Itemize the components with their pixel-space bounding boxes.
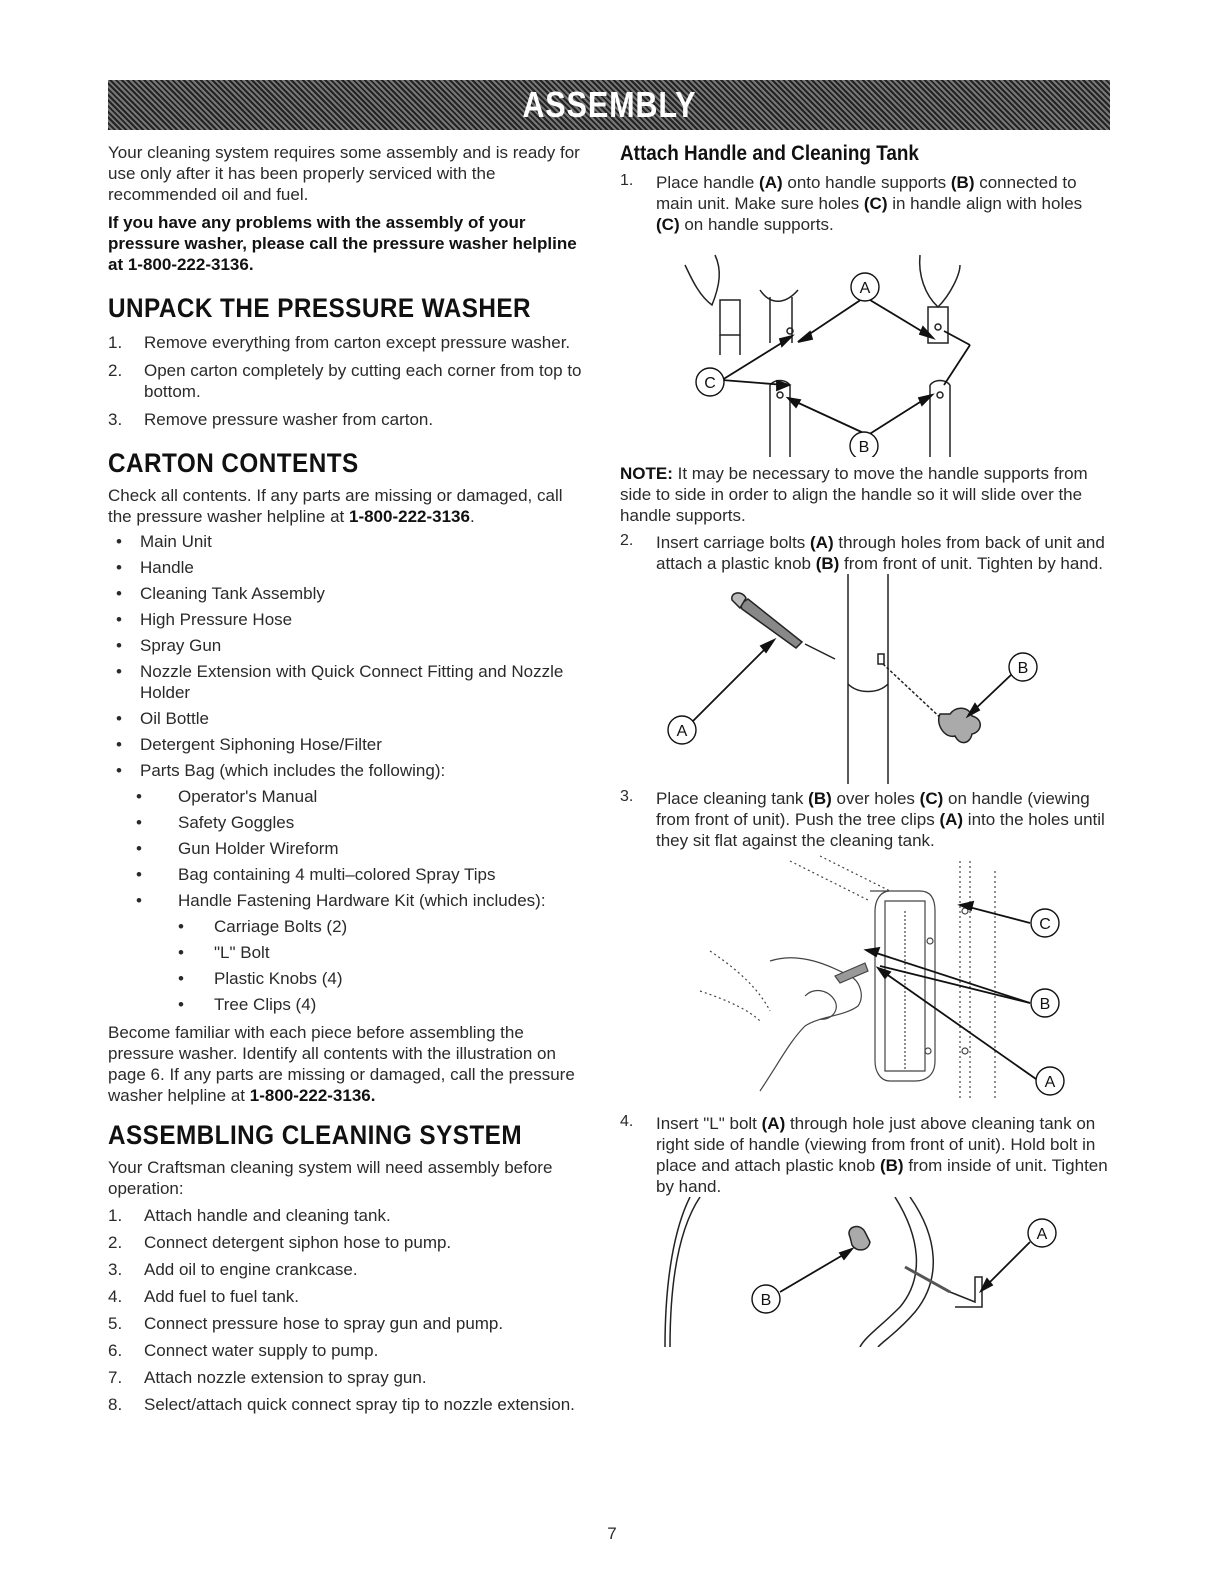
- handle-supports-figure: [620, 235, 1110, 457]
- list-item: • Detergent Siphoning Hose/Filter: [116, 735, 382, 754]
- list-item: • High Pressure Hose: [116, 610, 293, 629]
- list-item: 2. Open carton completely by cutting each corner from top to bottom.: [108, 361, 582, 401]
- list-item: 1. Attach handle and cleaning tank.: [108, 1206, 391, 1225]
- page-number: 7: [607, 1524, 617, 1543]
- cleaning-tank-figure: [620, 851, 1110, 1101]
- list-item: 8. Select/attach quick connect spray tip to nozzle extension.: [108, 1395, 575, 1414]
- list-item: • Main Unit: [116, 532, 212, 551]
- figure-label: C: [1039, 916, 1051, 933]
- list-item: • Spray Gun: [116, 636, 222, 655]
- step-3: 3. Place cleaning tank (B) over holes (C) on handle (viewing from front of unit). Push the tree clips (A) into the holes until they sit flat against the cleaning tank.: [620, 788, 1105, 850]
- figure-label: B: [760, 1292, 772, 1309]
- list-item: • Cleaning Tank Assembly: [116, 584, 325, 603]
- carton-intro: Check all contents. If any parts are missing or damaged, call the pressure washer helpline at 1-800-222-3136.: [108, 486, 563, 526]
- figure-label: B: [858, 439, 870, 456]
- list-item: 4. Add fuel to fuel tank.: [108, 1287, 299, 1306]
- note-paragraph: NOTE: It may be necessary to move the handle supports from side to side in order to align the handle so it will slide over the handle supports.: [620, 464, 1088, 525]
- assembling-heading: ASSEMBLING CLEANING SYSTEM: [108, 1120, 523, 1150]
- unpack-steps: [108, 332, 588, 430]
- carton-items: [108, 531, 588, 1015]
- step-4: 4. Insert "L" bolt (A) through hole just above cleaning tank on right side of handle (viewing from front of unit). Hold bolt in place and attach plastic knob (B) from inside of unit. Tighten by hand.: [620, 1113, 1108, 1196]
- left-column: [108, 142, 588, 1415]
- carton-heading: CARTON CONTENTS: [108, 448, 359, 478]
- list-item: • Gun Holder Wireform: [136, 839, 339, 858]
- list-item: • Parts Bag (which includes the following):: [116, 761, 446, 780]
- list-item: 3. Remove pressure washer from carton.: [108, 410, 434, 429]
- list-item: • "L" Bolt: [178, 943, 270, 962]
- list-item: • Tree Clips (4): [178, 995, 317, 1014]
- list-item: • Handle: [116, 558, 194, 577]
- list-item: • Carriage Bolts (2): [178, 917, 348, 936]
- banner-title: ASSEMBLY: [521, 84, 697, 125]
- list-item: • Handle Fastening Hardware Kit (which includes):: [136, 891, 546, 910]
- figure-label: A: [1044, 1074, 1056, 1091]
- list-item: • Nozzle Extension with Quick Connect Fitting and Nozzle Holder: [116, 662, 564, 702]
- helpline-note: If you have any problems with the assembly of your pressure washer, please call the pressure washer helpline at 1-800-222-3136.: [108, 213, 577, 274]
- figure-label: B: [1017, 660, 1029, 677]
- list-item: • Oil Bottle: [116, 709, 209, 728]
- list-item: 2. Connect detergent siphon hose to pump.: [108, 1233, 452, 1252]
- list-item: • Safety Goggles: [136, 813, 295, 832]
- step-1: 1. Place handle (A) onto handle supports (B) connected to main unit. Make sure holes (C) in handle align with holes (C) on handle supports.: [620, 172, 1083, 234]
- attach-heading: Attach Handle and Cleaning Tank: [620, 142, 919, 165]
- carriage-bolt-figure: [620, 574, 1110, 784]
- assembling-steps: [108, 1205, 588, 1415]
- figure-label: B: [1039, 996, 1051, 1013]
- figure-label: A: [859, 280, 871, 297]
- list-item: 5. Connect pressure hose to spray gun and pump.: [108, 1314, 504, 1333]
- list-item: 1. Remove everything from carton except pressure washer.: [108, 333, 571, 352]
- list-item: • Plastic Knobs (4): [178, 969, 343, 988]
- right-column: [620, 142, 1110, 1347]
- unpack-heading: UNPACK THE PRESSURE WASHER: [108, 293, 532, 323]
- section-banner: [108, 80, 1110, 130]
- figure-label: A: [1036, 1226, 1048, 1243]
- list-item: • Bag containing 4 multi–colored Spray Tips: [136, 865, 496, 884]
- step-2: 2. Insert carriage bolts (A) through holes from back of unit and attach a plastic knob (B) from front of unit. Tighten by hand.: [620, 532, 1105, 573]
- intro-paragraph: Your cleaning system requires some assembly and is ready for use only after it has been properly serviced with the recommended oil and fuel.: [108, 143, 580, 204]
- list-item: 6. Connect water supply to pump.: [108, 1341, 379, 1360]
- list-item: • Operator's Manual: [136, 787, 318, 806]
- list-item: 7. Attach nozzle extension to spray gun.: [108, 1368, 427, 1387]
- figure-label: C: [704, 375, 716, 392]
- carton-outro: Become familiar with each piece before assembling the pressure washer. Identify all contents with the illustration on page 6. If any parts are missing or damaged, call the pressure washer helpline at 1-800-222-3136.: [108, 1023, 575, 1105]
- l-bolt-figure: [620, 1197, 1110, 1347]
- assembling-intro: Your Craftsman cleaning system will need assembly before operation:: [108, 1158, 553, 1198]
- list-item: 3. Add oil to engine crankcase.: [108, 1260, 358, 1279]
- figure-label: A: [676, 723, 688, 740]
